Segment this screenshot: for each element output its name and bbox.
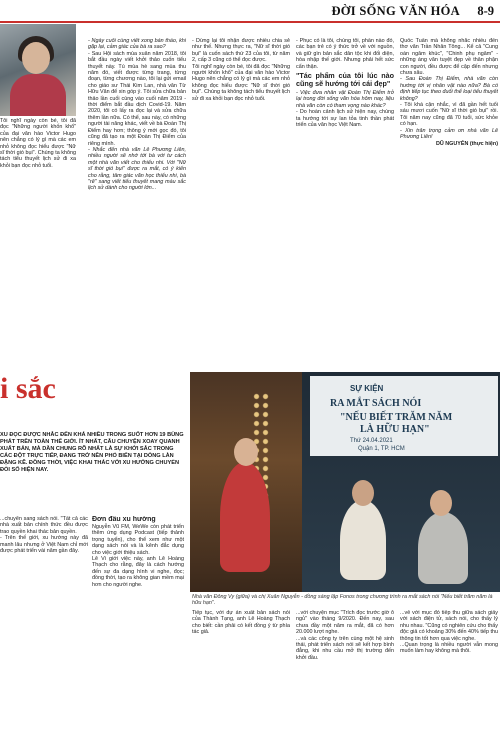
paragraph: Tôi nghĩ ngày còn bé, tôi đã đọc "Những người khốn khổ" của đại văn hào Victor Hugo nên chẳng có lý gì mà các em nhỏ không đọc hiểu được "Nữ sĩ thời gió bụi". Chúng ta không tách tiểu thuyết lịch sử đi xa khỏi bạn đọc nhỏ tuổi.	[0, 118, 76, 169]
closing: - Xin trân trọng cảm ơn nhà văn Lê Phương Liên!	[400, 127, 498, 141]
bottom-column-2	[92, 516, 184, 730]
event-photo	[190, 372, 500, 592]
answer: - Do hoàn cảnh lịch sử hiện nay, chúng ta hướng tới sự lan tỏa tinh thần phát triển của văn học Việt Nam.	[296, 109, 394, 129]
paragraph: ...chuyển sang sách nói. "Tất cả các nhà xuất bản chính thức đều được trao quyền khai thác bản quyền.	[0, 516, 88, 535]
column-a	[88, 38, 186, 358]
screen-text: Quận 1, TP. HCM	[358, 446, 405, 452]
paragraph: - Trên thế giới, xu hướng này đã manh lâu nhưng ở Việt Nam chỉ mới được phát triển vài năm gần đây.	[0, 535, 88, 555]
question: - Nhắc đến nhà văn Lê Phương Liên, nhiều người sẽ nhớ tới bà với tư cách một nhà văn viết cho thiếu nhi. Với "Nữ sĩ thời gió bụi" được ra mắt, có ý kiến cho rằng, tâm giác văn học thiếu nhi, bà "rẽ" sang viết tiểu thuyết mang màu sắc lịch sử dành cho người lớn...	[88, 146, 186, 192]
screen-text: RA MẮT SÁCH NÓI	[330, 398, 422, 409]
byline: DŨ NGUYỄN (thực hiện)	[435, 140, 498, 147]
column-left-fragment	[0, 118, 76, 358]
header-rule	[0, 21, 500, 23]
guest-head	[352, 480, 374, 506]
speaker-figure	[220, 462, 270, 572]
article-title: i sắc	[0, 372, 56, 405]
column-c	[296, 38, 394, 358]
bottom-column-1	[0, 516, 88, 730]
speaker-head	[234, 438, 258, 466]
guest-figure	[340, 500, 386, 580]
bottom-column-3	[192, 610, 290, 730]
paragraph: ...và các công ty trên cùng một hệ sinh thái, phát triển sách nói sẽ kết hợp bình đẳng, khi nhu cầu mở thị trường đến khởi đầu.	[296, 635, 394, 661]
paragraph: Lê Vi giới việc này, anh Lê Hoàng Thạch cho rằng, đây là cách hướng đến sự đa dạng hình vi nghe, đọc; đồng thời, tạo ra không gian mềm mại hơn cho người nghe.	[92, 556, 184, 588]
projection-screen	[310, 376, 498, 456]
author-face	[22, 42, 50, 74]
column-b	[192, 38, 290, 358]
subheading: "Tác phẩm của tôi lúc nào cũng sẽ hướng tới cái đẹp"	[296, 71, 394, 89]
bottom-column-4	[296, 610, 394, 730]
screen-text: LÀ HỮU HẠN"	[360, 424, 430, 435]
author-photo	[0, 24, 76, 116]
paragraph: ...với chuyện mục "Trích đọc trước giờ ô ngủ" vào tháng 9/2020. Đến nay, sau chưa đầy một năm ra mắt, đã có hơn 20.000 lượt nghe.	[296, 610, 394, 636]
photo-caption: Nhà văn Đông Vy (giữa) và chị Xuân Nguyễn - đồng sáng lập Fonos trong chương trình ra mắt sách nói "Nếu biết trăm năm là hữu hạn".	[192, 594, 493, 607]
page-header	[0, 0, 500, 22]
paragraph: Tiếp tục, với dự án xuất bản sách nói của Thành Tạng, anh Lê Hoàng Thạch cho biết: cần phải có kết đồng ý từ phía tác giả.	[192, 610, 290, 636]
answer: - Dừng lại tôi nhận được nhiều chia sẻ như thế. Nhưng thực ra, "Nữ sĩ thời gió bụi" là cuốn sách thứ 23 của tôi, từ năm 2, cấp 3 cũng có thể đọc được.	[192, 38, 290, 64]
screen-text: Thứ 24.04.2021	[350, 438, 393, 444]
bottom-column-5	[400, 610, 498, 730]
answer: - Phục có là tôi, chúng tôi, phần nào đó, các bạn trẻ có ý thức trở về với nguồn, và giữ gìn bản sắc dân tộc khi đối diện, hòa nhập thế giới. Nhưng phải hết sức cẩn thận.	[296, 38, 394, 70]
screen-text: "NẾU BIẾT TRĂM NĂM	[340, 412, 453, 423]
answer: Quốc Tuấn mà không nhắc nhiều đến thơ văn Trần Nhân Tông... Kể cả "Cung oán ngâm khúc", "Chinh phụ ngâm" - những áng văn tuyệt đẹp về thân phận con người, đều được để cập đến nhưng chưa sâu.	[400, 38, 498, 77]
screen-text: SỰ KIỆN	[350, 384, 384, 393]
column-d	[400, 38, 498, 358]
answer: Tôi nghĩ ngày còn bé, tôi đã đọc "Những người khốn khổ" của đại văn hào Victor Hugo nên chẳng có lý gì mà các em nhỏ không đọc hiểu được "Nữ sĩ thời gió bụi". Chúng ta không tách tiểu thuyết lịch sử đi xa khỏi bạn đọc nhỏ tuổi.	[192, 63, 290, 102]
question: - Ngày cuối cùng viết xong bản thảo, khi gặp lại, cảm giác của bà ra sao?	[88, 38, 186, 51]
section-title: ĐỜI SỐNG VĂN HÓA	[331, 4, 460, 18]
answer: - Tôi khá cận nhắc, vì đã gần hết tuổi sáu mươi cuốn "Nữ sĩ thời gió bụi" rồi. Tôi năm nay cũng đã 70 tuổi, sức khỏe có hạn.	[400, 102, 498, 128]
host-head	[430, 490, 452, 516]
answer: - Sau Hội sách mùa xuân năm 2018, tôi bắt đầu ngày viết khởi thảo cuốn tiểu thuyết này. Tú mùa hè sang mùa thu năm đó, viết được từng trang, từng đoạn, từng chương nào, tôi lại gửi email cho giáo sư Thái Kim Lan, nhà văn Từ Hữu Văn để xin góp ý. Tôi sửa chữa bản thảo lần cuối cùng vào cuối năm 2019 - thời điểm bắt đầu dịch Covid-19. Năm 2020, tôi có lấy ra đọc lại và sửa chữa thêm lần nữa. Có thể, sau này, có những người tài năng khác, viết về bà Đoàn Thị Điểm hay hơn; thông ý mới gọc đó, tôi cũng đã tạo ra một Đoàn Thị Điểm của riêng mình.	[88, 50, 186, 147]
paragraph: Nguyễn Vũ FM, WeWe còn phát triển thêm ứng dụng Podcast (tiếp thảnh trọng tuyển), cho thể xem như một dạng sách nói và là kênh đắc dụng cho việc giới thiệu sách.	[92, 524, 184, 556]
page-number: 8-9	[477, 4, 494, 18]
question: - Việc đưa nhân vật Đoàn Thị Điểm trở lại trong đời sống văn hóa hôm nay, liệu nhà văn còn có tham vọng nào khác?	[296, 90, 394, 109]
article-lead: XU ĐỌC ĐƯỢC NHẮC ĐẾN KHÁ NHIỀU TRONG SUỐT HƠN 19 BÙNG PHÁT TRÊN TOÀN THẾ GIỚI. ÍT NHẤT, CÂU CHUYỆN XOAY QUANH XUẤT BẢN, MÀ DẦN CHUNG RÕ NHẤT LÀ SỰ KHỞI SẮC TRONG CÁC ĐỘT TRỰC TIẾP, ĐANG TRỞ NÊN PHỔ BIẾN TẠI DÒNG LÀN ĐẶNG KẼ. ĐỒNG THỜI, VIỆC KHAI THÁC VỚI XU HƯỚNG CHUYỂN ĐỔI SỐ HIỆN NAY.	[0, 432, 184, 473]
paragraph: ...Quan trọng là nhiều người vẫn mong muốn làm hay không mà thôi.	[400, 642, 498, 655]
subheading: Đơn đầu xu hướng	[92, 516, 156, 523]
paragraph: ...vẻ với mục đó tiếp thu giữa sách giấy với sách điện tử, sách nói, cho thấy lý nhu nhau. "Cũng có nghiên cứu cho thấy độc giả có khoảng 30% đến 40% tiếp thu thông tin tốt hơn qua việc nghe.	[400, 610, 498, 642]
question: - Sau Đoàn Thị Điểm, nhà văn còn hướng tới vị nhân vật nào nữa? Bà có định tiếp tục theo đuổi thể loại tiểu thuyết không?	[400, 76, 498, 102]
host-figure	[418, 512, 468, 584]
author-body	[10, 74, 66, 116]
